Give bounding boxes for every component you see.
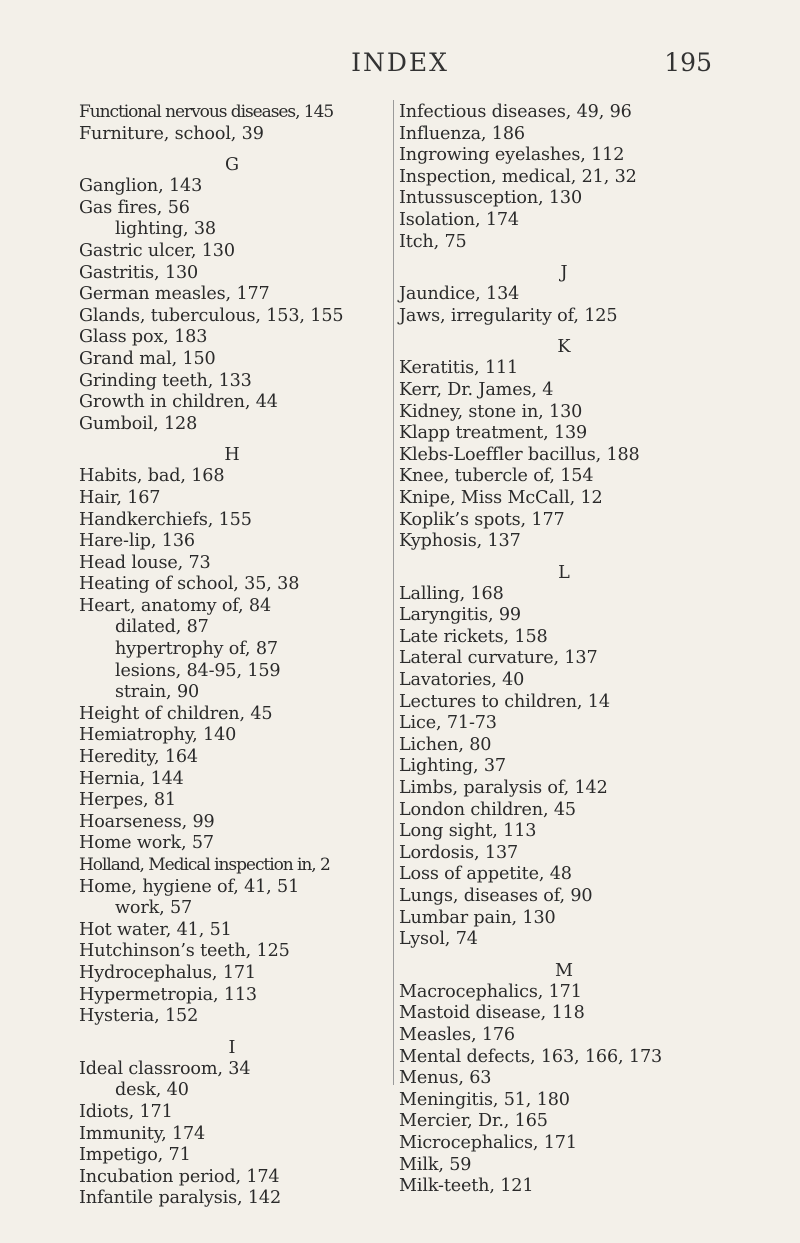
index-entry: Laryngitis, 99 <box>399 605 521 626</box>
page-number: 195 <box>664 48 712 77</box>
index-entry: Limbs, paralysis of, 142 <box>399 778 608 799</box>
index-entry: Ganglion, 143 <box>79 176 203 197</box>
index-entry: Impetigo, 71 <box>79 1145 191 1166</box>
index-entry: Home work, 57 <box>79 833 214 854</box>
index-subentry: hypertrophy of, 87 <box>115 639 278 660</box>
index-entry: Influenza, 186 <box>399 123 525 144</box>
index-entry: Height of children, 45 <box>79 703 273 724</box>
index-entry: Lalling, 168 <box>399 583 504 604</box>
index-entry: Habits, bad, 168 <box>79 466 225 487</box>
index-entry: Intussusception, 130 <box>399 188 583 209</box>
index-entry: Gastritis, 130 <box>79 262 199 283</box>
index-entry: Meningitis, 51, 180 <box>399 1089 570 1110</box>
index-entry: Glass pox, 183 <box>79 327 208 348</box>
index-entry: Koplik’s spots, 177 <box>399 509 565 530</box>
index-entry: Long sight, 113 <box>399 821 537 842</box>
section-letter: M <box>554 960 573 981</box>
index-subentry: strain, 90 <box>115 682 200 703</box>
section-letter: K <box>557 337 571 358</box>
index-entry: Kerr, Dr. James, 4 <box>399 379 554 400</box>
index-entry: Mercier, Dr., 165 <box>399 1111 548 1132</box>
index-entry: Gas fires, 56 <box>79 197 190 218</box>
index-entry: Knee, tubercle of, 154 <box>399 466 594 487</box>
index-entry: German measles, 177 <box>79 284 270 305</box>
index-entry: Lordosis, 137 <box>399 842 519 863</box>
index-entry: Furniture, school, 39 <box>79 123 264 144</box>
index-entry: Hare-lip, 136 <box>79 531 195 552</box>
index-entry: Knipe, Miss McCall, 12 <box>399 487 603 508</box>
index-entry: London children, 45 <box>399 799 576 820</box>
index-entry: Klebs-Loeffler bacillus, 188 <box>399 444 640 465</box>
section-letter: L <box>558 562 570 583</box>
index-entry: Immunity, 174 <box>79 1123 206 1144</box>
index-entry: Home, hygiene of, 41, 51 <box>79 876 300 897</box>
index-entry: Hot water, 41, 51 <box>79 919 232 940</box>
index-subentry: lesions, 84-95, 159 <box>115 660 281 681</box>
index-entry: Holland, Medical inspection in, 2 <box>79 855 330 875</box>
index-entry: Milk-teeth, 121 <box>399 1176 534 1197</box>
index-entry: Functional nervous diseases, 145 <box>79 102 334 122</box>
page-title: INDEX <box>351 48 449 77</box>
index-entry: Hysteria, 152 <box>79 1006 199 1027</box>
index-entry: Isolation, 174 <box>399 209 519 230</box>
index-entry: Heredity, 164 <box>79 747 198 768</box>
index-entry: Hoarseness, 99 <box>79 811 215 832</box>
index-entry: Lungs, diseases of, 90 <box>399 886 593 906</box>
column-divider <box>393 100 394 1085</box>
index-entry: Lighting, 37 <box>399 756 506 777</box>
index-entry: Kidney, stone in, 130 <box>399 401 583 422</box>
index-entry: Lateral curvature, 137 <box>399 648 598 669</box>
index-entry: Jaundice, 134 <box>399 284 520 305</box>
index-entry: Hemiatrophy, 140 <box>79 725 237 746</box>
index-entry: Glands, tuberculous, 153, 155 <box>79 305 344 326</box>
index-entry: Menus, 63 <box>399 1068 492 1089</box>
index-entry: Lectures to children, 14 <box>399 691 610 712</box>
index-entry: Idiots, 171 <box>79 1101 173 1122</box>
index-entry: Hydrocephalus, 171 <box>79 962 256 983</box>
index-entry: Herpes, 81 <box>79 790 176 811</box>
index-entry: Heart, anatomy of, 84 <box>79 595 271 616</box>
index-entry: Handkerchiefs, 155 <box>79 509 252 530</box>
index-entry: Mastoid disease, 118 <box>399 1003 585 1024</box>
index-entry: Milk, 59 <box>399 1154 472 1175</box>
index-entry: Hair, 167 <box>79 487 161 508</box>
index-column-left <box>79 102 385 1210</box>
section-letter: J <box>560 263 568 284</box>
index-entry: Hypermetropia, 113 <box>79 984 257 1005</box>
page-header <box>0 48 800 88</box>
index-entry: Kyphosis, 137 <box>399 531 521 552</box>
index-subentry: lighting, 38 <box>115 219 216 240</box>
index-entry: Ingrowing eyelashes, 112 <box>399 145 625 166</box>
index-entry: Lysol, 74 <box>399 929 478 950</box>
index-entry: Lumbar pain, 130 <box>399 907 556 928</box>
index-subentry: desk, 40 <box>115 1080 189 1101</box>
index-entry: Keratitis, 111 <box>399 358 519 379</box>
section-letter: G <box>224 155 240 176</box>
index-entry: Measles, 176 <box>399 1024 515 1045</box>
index-entry: Loss of appetite, 48 <box>399 864 572 885</box>
index-entry: Inspection, medical, 21, 32 <box>399 166 637 187</box>
index-entry: Infectious diseases, 49, 96 <box>399 102 632 122</box>
index-entry: Hernia, 144 <box>79 768 184 789</box>
index-entry: Jaws, irregularity of, 125 <box>399 305 618 326</box>
index-entry: Grand mal, 150 <box>79 348 216 369</box>
index-entry: Macrocephalics, 171 <box>399 981 582 1002</box>
index-entry: Lichen, 80 <box>399 734 492 755</box>
index-entry: Heating of school, 35, 38 <box>79 574 300 595</box>
index-entry: Growth in children, 44 <box>79 392 278 413</box>
section-letter: I <box>228 1037 236 1058</box>
index-subentry: work, 57 <box>115 898 193 919</box>
index-entry: Incubation period, 174 <box>79 1166 280 1187</box>
section-letter: H <box>224 445 240 466</box>
index-entry: Microcephalics, 171 <box>399 1132 577 1153</box>
index-entry: Late rickets, 158 <box>399 626 548 647</box>
index-entry: Ideal classroom, 34 <box>79 1058 251 1079</box>
index-entry: Lice, 71-73 <box>399 713 497 734</box>
index-entry: Head louse, 73 <box>79 552 211 573</box>
index-column-right <box>399 102 729 1198</box>
index-entry: Gumboil, 128 <box>79 413 198 434</box>
index-entry: Grinding teeth, 133 <box>79 370 252 391</box>
index-entry: Gastric ulcer, 130 <box>79 240 235 261</box>
index-subentry: dilated, 87 <box>115 617 209 638</box>
index-entry: Hutchinson’s teeth, 125 <box>79 941 290 962</box>
index-entry: Lavatories, 40 <box>399 670 525 691</box>
index-entry: Mental defects, 163, 166, 173 <box>399 1046 663 1067</box>
index-entry: Infantile paralysis, 142 <box>79 1188 282 1209</box>
index-entry: Itch, 75 <box>399 231 467 252</box>
index-entry: Klapp treatment, 139 <box>399 423 588 444</box>
